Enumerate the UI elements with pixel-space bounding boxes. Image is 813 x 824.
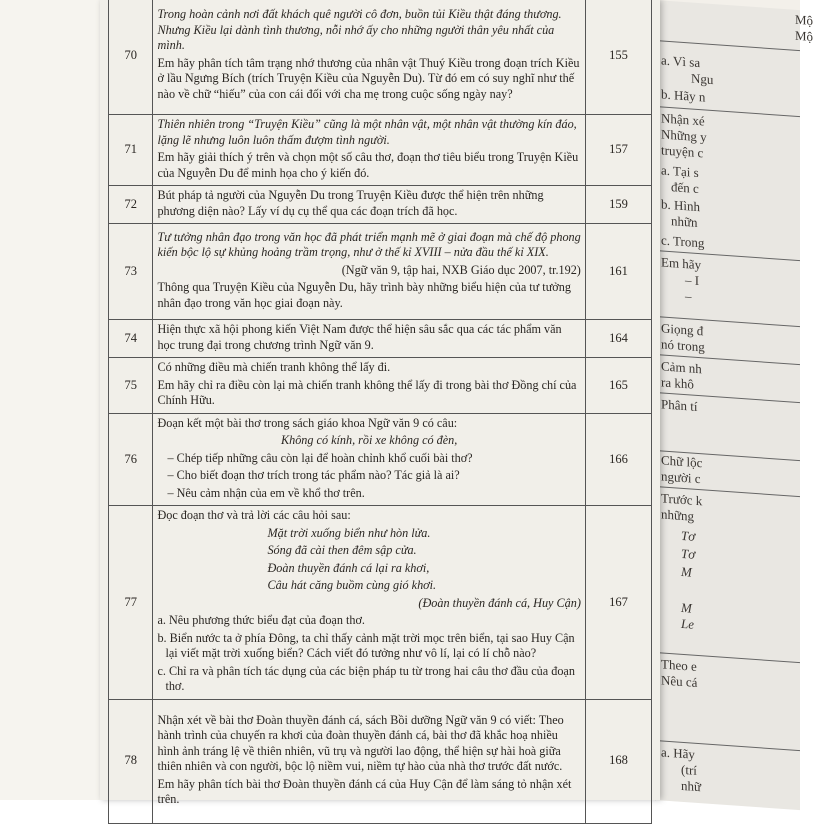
- adjacent-fragment: c. Trong: [661, 232, 705, 251]
- sub-question: – Nêu cảm nhận của em về khổ thơ trên.: [167, 485, 365, 500]
- adjacent-rule: [655, 40, 800, 51]
- exercise-content: [153, 224, 585, 320]
- poem-line: Không có kính, rồi xe không có đèn,: [280, 433, 458, 447]
- adjacent-fragment: M: [681, 563, 692, 580]
- table-row: [109, 115, 652, 186]
- adjacent-fragment: Chữ lộc: [661, 452, 703, 471]
- exercise-number: 74: [109, 320, 153, 358]
- table-row: [109, 186, 652, 224]
- exercise-number: 70: [109, 0, 153, 115]
- adjacent-fragment: a. Tại s: [661, 162, 699, 181]
- adjacent-fragment: người c: [661, 468, 701, 487]
- adjacent-fragment: (trí: [681, 761, 697, 778]
- adjacent-fragment: Phân tí: [661, 396, 698, 414]
- left-margin: [0, 0, 100, 800]
- table-row: [109, 506, 652, 700]
- poem-line: Mặt trời xuống biển như hòn lửa.: [267, 525, 431, 540]
- exercise-content: [153, 0, 585, 115]
- adjacent-fragment: Nêu cá: [661, 672, 698, 690]
- page-reference: 167: [585, 506, 651, 700]
- page-reference: 168: [585, 699, 651, 823]
- adjacent-fragment: đến c: [671, 179, 699, 197]
- prompt-question: Thông qua Truyện Kiều của Nguyễn Du, hãy trình bày những biểu hiện của tư tưởng nhân đạo trong văn học giai đoạn này.: [157, 280, 571, 310]
- exercise-content: [153, 699, 585, 823]
- adjacent-fragment: truyện c: [661, 142, 704, 161]
- adjacent-fragment: nhữn: [671, 213, 698, 230]
- adjacent-page: [655, 0, 813, 810]
- page-reference: 157: [585, 115, 651, 186]
- adjacent-fragment: ra khô: [661, 374, 694, 392]
- exercise-number: 77: [109, 506, 153, 700]
- sub-question: a. Nêu phương thức biểu đạt của đoạn thơ.: [157, 613, 365, 627]
- exercise-number: 78: [109, 699, 153, 823]
- exercise-content: [153, 506, 585, 700]
- page-reference: 159: [585, 186, 651, 224]
- prompt-quote: Nhận xét về bài thơ Đoàn thuyền đánh cá, sách Bồi dưỡng Ngữ văn 9 có viết: Theo hành trình của chuyến ra khơi của đoàn thuyền đánh cá, bài thơ đã khắc hoạ nhiều hình ảnh tráng lệ về thiên nhiên, vũ trụ và người lao động, thể hiện sự hài hoà giữa thiên nhiên và con người, bộc lộ niềm vui, niềm tự hào của nhà thơ trước đất nước.: [157, 712, 564, 773]
- adjacent-fragment: a. Vì sa: [661, 52, 701, 71]
- adjacent-fragment: Nhận xé: [661, 110, 705, 129]
- adjacent-fragment: b. Hình: [661, 196, 700, 215]
- page-reference: 166: [585, 413, 651, 506]
- prompt-intro: Đoạn kết một bài thơ trong sách giáo khoa Ngữ văn 9 có câu:: [157, 415, 458, 430]
- prompt-quote: Thiên nhiên trong “Truyện Kiều” cũng là một nhân vật, một nhân vật thường kín đáo, lặng lẽ nhưng luôn luôn thấm đượm tình người.: [157, 117, 577, 147]
- prompt-question: Em hãy giải thích ý trên và chọn một số câu thơ, đoạn thơ tiêu biểu trong Truyện Kiều của Nguyễn Du để minh họa cho ý kiến đó.: [157, 150, 579, 180]
- table-row: [109, 358, 652, 414]
- page-reference: 164: [585, 320, 651, 358]
- poem-line: Sóng đã cài then đêm sập cửa.: [267, 543, 417, 557]
- adjacent-fragment: – I: [685, 272, 700, 289]
- adjacent-fragment: nó trong: [661, 336, 705, 355]
- prompt-question: Em hãy phân tích bài thơ Đoàn thuyền đánh cá của Huy Cận để làm sáng tỏ nhận xét trên.: [157, 776, 572, 806]
- prompt-question: Hiện thực xã hội phong kiến Việt Nam được thể hiện sâu sắc qua các tác phẩm văn học trung đại trong chương trình Ngữ văn 9.: [157, 322, 562, 352]
- adjacent-fragment: Tơ: [681, 545, 696, 562]
- adjacent-fragment: b. Hãy n: [661, 86, 706, 105]
- prompt-question: Em hãy chỉ ra điều còn lại mà chiến tranh không thể lấy đi trong bài thơ Đồng chí của Chính Hữu.: [157, 377, 577, 407]
- citation-source: (Ngữ văn 9, tập hai, NXB Giáo dục 2007, tr.192): [341, 262, 581, 277]
- adjacent-fragment: Em hãy: [661, 254, 702, 273]
- prompt-question: Bút pháp tả người của Nguyễn Du trong Truyện Kiều được thể hiện trên những phương diện nào? Lấy ví dụ cụ thể qua các đoạn trích đã học.: [157, 188, 544, 218]
- sub-question: – Chép tiếp những câu còn lại để hoàn chỉnh khổ cuối bài thơ?: [167, 450, 473, 465]
- adjacent-fragment: a. Hãy: [661, 744, 695, 762]
- exercise-number: 73: [109, 224, 153, 320]
- exercise-number: 75: [109, 358, 153, 414]
- adjacent-fragment: Giọng đ: [661, 320, 704, 339]
- sub-question: – Cho biết đoạn thơ trích trong tác phẩm nào? Tác giả là ai?: [167, 468, 460, 482]
- table-row: [109, 0, 652, 115]
- adjacent-fragment: M: [681, 599, 692, 616]
- citation-source: (Đoàn thuyền đánh cá, Huy Cận): [418, 595, 581, 610]
- page-reference: 155: [585, 0, 651, 115]
- table-row: [109, 699, 652, 823]
- poem-line: Câu hát căng buồm cùng gió khơi.: [267, 578, 437, 592]
- adjacent-fragment: Mộ: [795, 27, 813, 45]
- adjacent-fragment: Tơ: [681, 527, 696, 544]
- adjacent-fragment: Cảm nh: [661, 358, 702, 377]
- poem-line: Đoàn thuyền đánh cá lại ra khơi,: [267, 560, 430, 575]
- table-row: [109, 413, 652, 506]
- exercise-content: [153, 413, 585, 506]
- exercise-content: [153, 358, 585, 414]
- prompt-quote: Trong hoàn cảnh nơi đất khách quê người cô đơn, buồn tủi Kiều thật đáng thương. Nhưng Kiều lại dành tình thương, nỗi nhớ ấy cho những người thân yêu nhất của mình.: [157, 7, 562, 52]
- page-reference: 161: [585, 224, 651, 320]
- exercise-content: [153, 115, 585, 186]
- adjacent-fragment: Những y: [661, 126, 707, 145]
- page-reference: 165: [585, 358, 651, 414]
- table-row: [109, 224, 652, 320]
- exercise-content: [153, 186, 585, 224]
- adjacent-fragment: Ngu: [691, 70, 714, 88]
- exercise-table: [108, 0, 652, 824]
- adjacent-fragment: –: [685, 288, 692, 304]
- adjacent-fragment: nhữ: [681, 777, 702, 795]
- exercise-number: 72: [109, 186, 153, 224]
- prompt-intro: Đọc đoạn thơ và trả lời các câu hỏi sau:: [157, 508, 351, 522]
- prompt-statement: Có những điều mà chiến tranh không thể lấy đi.: [157, 360, 391, 374]
- prompt-question: Em hãy phân tích tâm trạng nhớ thương của nhân vật Thuý Kiều trong đoạn trích Kiều ở lầu Ngưng Bích (trích Truyện Kiều của Nguyễn Du). Từ đó em có suy nghĩ như thế nào về chữ “hiếu” của con cái đối với cha mẹ trong cuộc sống ngày nay?: [157, 55, 580, 101]
- adjacent-fragment: Mộ: [795, 11, 813, 29]
- sub-question: c. Chỉ ra và phân tích tác dụng của các biện pháp tu từ trong hai câu thơ đầu của đoạn thơ.: [157, 663, 575, 693]
- exercise-number: 76: [109, 413, 153, 506]
- adjacent-fragment: Theo e: [661, 656, 697, 674]
- table-row: [109, 320, 652, 358]
- adjacent-fragment: Trước k: [661, 490, 703, 509]
- exercise-number: 71: [109, 115, 153, 186]
- sub-question: b. Biển nước ta ở phía Đông, ta chỉ thấy cảnh mặt trời mọc trên biển, tại sao Huy Cận lại viết mặt trời xuống biển? Cách viết đó tưởng như vô lí, lại có lí chỗ nào?: [157, 630, 575, 660]
- adjacent-fragment: Le: [681, 615, 694, 632]
- adjacent-fragment: những: [661, 506, 695, 524]
- exercise-content: [153, 320, 585, 358]
- prompt-quote: Tư tưởng nhân đạo trong văn học đã phát triển mạnh mẽ ở giai đoạn mà chế độ phong kiến bộc lộ sự khủng hoảng trầm trọng, như ở thế kỉ XVIII – nửa đầu thế kỉ XIX.: [157, 229, 581, 260]
